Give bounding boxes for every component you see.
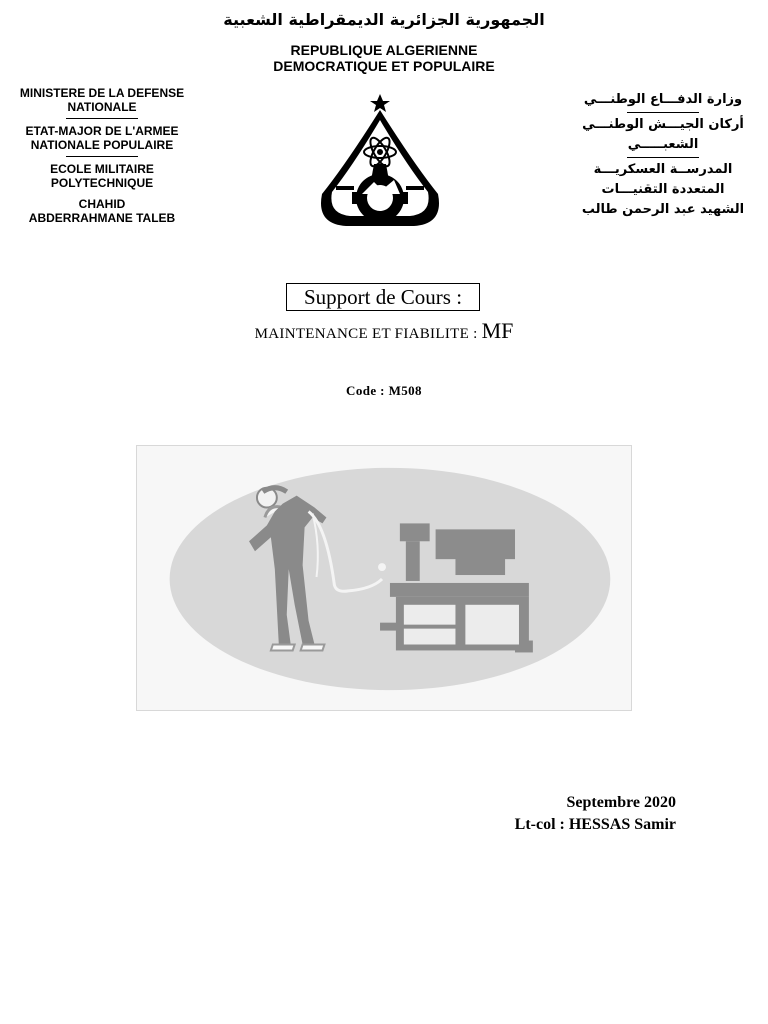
divider <box>66 118 138 119</box>
spacer <box>4 190 200 197</box>
staff-line-1: ETAT-MAJOR DE L'ARMEE <box>25 124 179 138</box>
school-line-2: POLYTECHNIQUE <box>50 176 154 190</box>
divider <box>627 112 699 113</box>
ministry-line-2: NATIONALE <box>67 100 137 114</box>
left-institution-block <box>4 86 200 225</box>
school-line-1: ECOLE MILITAIRE <box>50 162 154 176</box>
divider <box>627 157 699 158</box>
arabic-school-line-1: المدرســة العسكريـــة <box>593 162 733 177</box>
arabic-staff-line-2: الشعبـــــي <box>627 137 699 152</box>
arabic-republic-title: الجمهورية الجزائرية الديمقراطية الشعبية <box>223 10 545 29</box>
publication-date: Septembre 2020 <box>566 794 676 811</box>
ministry-line-1: MINISTERE DE LA DEFENSE <box>19 86 185 100</box>
french-republic-line-1: REPUBLIQUE ALGERIENNE <box>290 42 478 58</box>
author: Lt-col : HESSAS Samir <box>514 816 676 833</box>
right-institution-block <box>570 90 756 220</box>
divider <box>66 156 138 157</box>
footer-block <box>515 792 676 836</box>
arabic-chahid: الشهيد عبد الرحمن طالب <box>581 202 745 217</box>
school-emblem-icon <box>316 94 444 230</box>
arabic-ministry: وزارة الدفـــاع الوطنـــي <box>583 92 743 107</box>
course-title <box>0 318 768 344</box>
technician-machine-stethoscope-icon <box>136 445 632 711</box>
arabic-school-line-2: المتعددة التقنيـــات <box>601 182 725 197</box>
course-abbreviation: MF <box>481 318 514 343</box>
arabic-staff-line-1: أركان الجيـــش الوطنـــي <box>582 117 744 132</box>
course-type-box: Support de Cours : <box>286 283 480 311</box>
chahid-line-2: ABDERRAHMANE TALEB <box>28 211 176 225</box>
course-code: Code : M508 <box>346 383 422 398</box>
french-republic-line-2: DEMOCRATIQUE ET POPULAIRE <box>273 58 495 74</box>
staff-line-2: NATIONALE POPULAIRE <box>30 138 174 152</box>
chahid-line-1: CHAHID <box>78 197 126 211</box>
french-republic-title <box>0 42 768 74</box>
course-title-text: MAINTENANCE ET FIABILITE : <box>254 326 478 342</box>
